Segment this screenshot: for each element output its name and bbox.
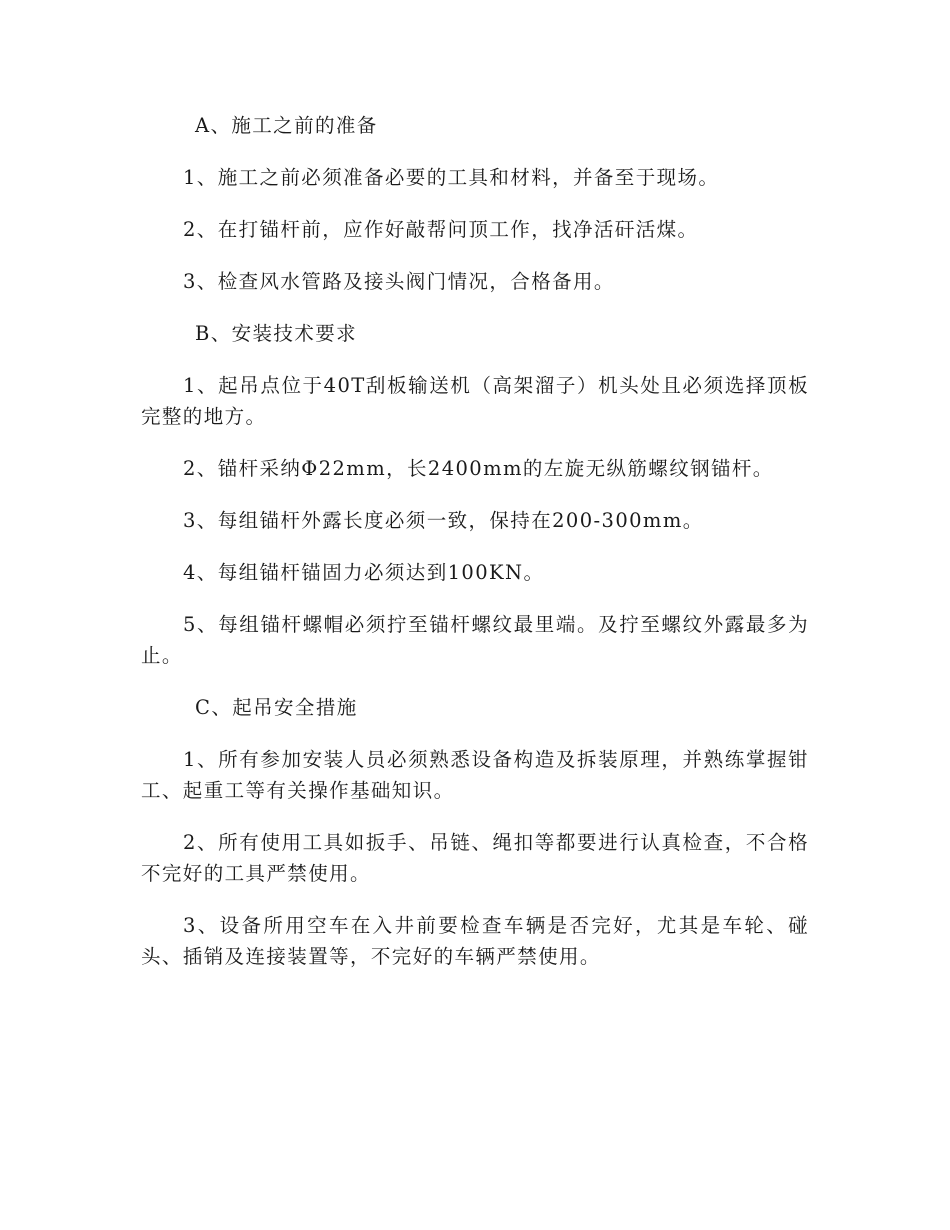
- paragraph-a-3: 3、检查风水管路及接头阀门情况，合格备用。: [183, 270, 615, 293]
- paragraph-b-2: 2、锚杆采纳Φ22mm，长2400mm的左旋无纵筋螺纹钢锚杆。: [183, 457, 774, 480]
- paragraph-b-4: 4、每组锚杆锚固力必须达到100KN。: [183, 561, 545, 584]
- paragraph-a-1: 1、施工之前必须准备必要的工具和材料，并备至于现场。: [183, 166, 720, 189]
- section-heading-c: C、起吊安全措施: [195, 696, 358, 719]
- section-heading-b: B、安装技术要求: [195, 322, 358, 345]
- section-heading-a: A、施工之前的准备: [195, 114, 378, 137]
- paragraph-c-1: 1、所有参加安装人员必须熟悉设备构造及拆装原理，并熟练掌握钳工、起重工等有关操作基础知识。: [141, 748, 809, 802]
- paragraph-a-2: 2、在打锚杆前，应作好敲帮问顶工作，找净活矸活煤。: [183, 218, 699, 241]
- paragraph-c-3: 3、设备所用空车在入井前要检查车辆是否完好，尤其是车轮、碰头、插销及连接装置等，不完好的车辆严禁使用。: [141, 914, 809, 968]
- paragraph-c-2: 2、所有使用工具如扳手、吊链、绳扣等都要进行认真检查，不合格不完好的工具严禁使用。: [141, 831, 809, 885]
- document-body: [141, 110, 809, 993]
- paragraph-b-3: 3、每组锚杆外露长度必须一致，保持在200-300mm。: [183, 509, 704, 532]
- paragraph-b-5: 5、每组锚杆螺帽必须拧至锚杆螺纹最里端。及拧至螺纹外露最多为止。: [141, 613, 809, 667]
- paragraph-b-1: 1、起吊点位于40T刮板输送机（高架溜子）机头处且必须选择顶板完整的地方。: [141, 374, 809, 428]
